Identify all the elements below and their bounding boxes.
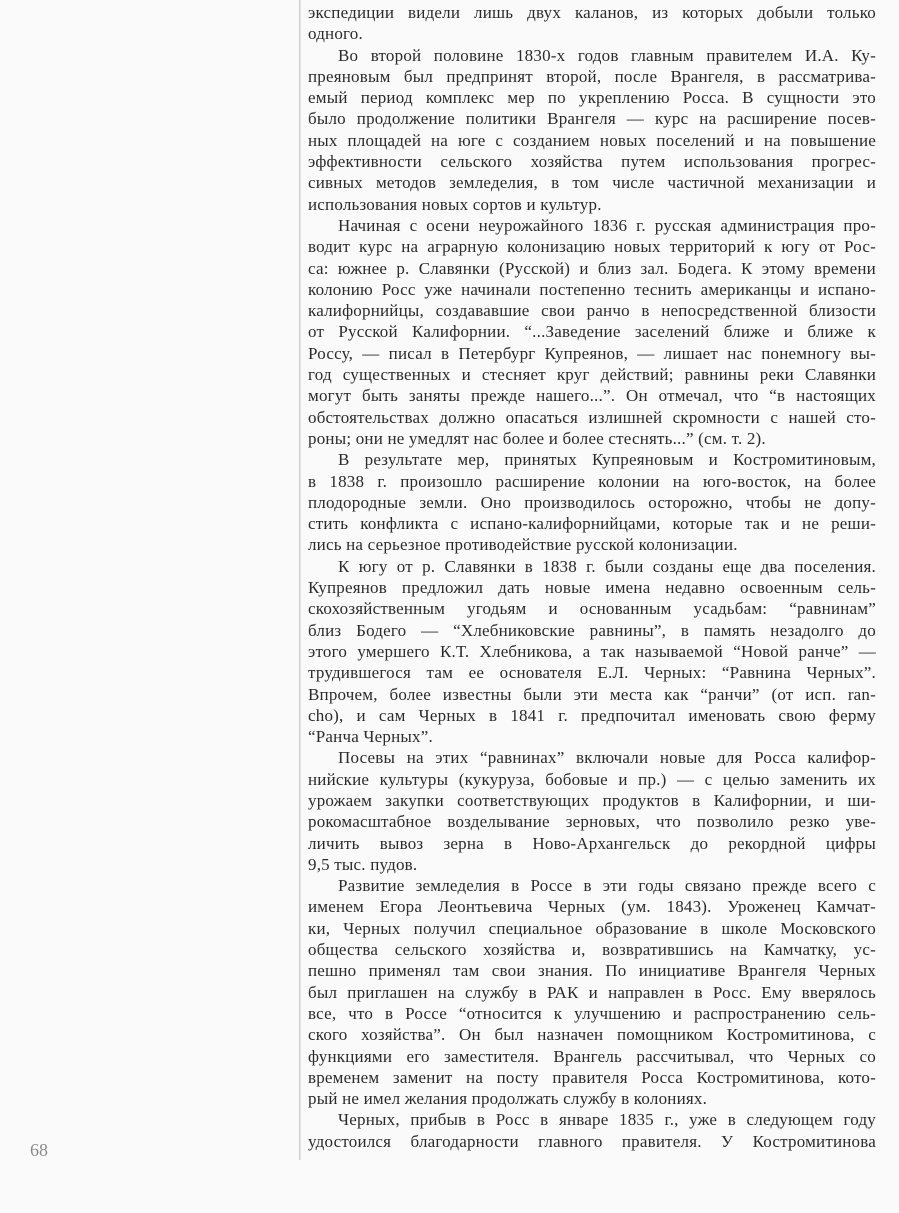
text-line: нийские культуры (кукуруза, бобовые и пр.) — с целью заменить их bbox=[308, 769, 876, 789]
text-line: в 1838 г. произошло расширение колонии на юго-восток, на более bbox=[308, 471, 876, 491]
text-line: В результате мер, принятых Купреяновым и Костромитиновым, bbox=[338, 450, 876, 470]
text-line: год существенных и стесняет круг действий; равнины реки Славянки bbox=[308, 365, 876, 385]
text-line: рокомасштабное возделывание зерновых, что позволило резко уве- bbox=[308, 812, 876, 832]
paragraph bbox=[308, 2, 876, 45]
text-line: стить конфликта с испано-калифорнийцами, которые так и не реши- bbox=[308, 514, 876, 534]
paragraph bbox=[308, 747, 876, 875]
text-line: Черных, прибыв в Росс в январе 1835 г., уже в следующем году bbox=[338, 1110, 876, 1130]
text-line: са: южнее р. Славянки (Русской) и близ зал. Бодега. К этому времени bbox=[308, 258, 876, 278]
text-line: К югу от р. Славянки в 1838 г. были созданы еще два поселения. bbox=[338, 556, 876, 576]
text-line: колонию Росс уже начинали постепенно теснить американцы и испано- bbox=[308, 279, 876, 299]
text-line: рый не имел желания продолжать службу в колониях. bbox=[308, 1089, 708, 1109]
paragraph bbox=[308, 45, 876, 215]
text-line: общества сельского хозяйства и, возвратившись на Камчатку, ус- bbox=[308, 940, 876, 960]
text-line: урожаем закупки соответствующих продуктов в Калифорнии, и ши- bbox=[308, 790, 876, 810]
text-line: этого умершего К.Т. Хлебникова, а так называемой “Новой ранче” — bbox=[308, 641, 876, 661]
text-line: функциями его заместителя. Врангель рассчитывал, что Черных со bbox=[308, 1046, 876, 1066]
text-line: плодородные земли. Оно производилось осторожно, чтобы не допу- bbox=[308, 492, 876, 512]
text-line: эффективности сельского хозяйства путем использования прогрес- bbox=[308, 152, 876, 172]
text-line: могут быть заняты прежде нашего...”. Он отмечал, что “в настоящих bbox=[308, 386, 876, 406]
text-line: ки, Черных получил специальное образование в школе Московского bbox=[308, 918, 876, 938]
text-line: преяновым был предпринят второй, после Врангеля, в рассматрива- bbox=[308, 66, 876, 86]
text-line: от Русской Калифорнии. “...Заведение заселений ближе и ближе к bbox=[308, 322, 876, 342]
text-line: был приглашен на службу в РАК и направлен в Росс. Ему вверялось bbox=[308, 982, 876, 1002]
text-line: Купреянов предложил дать новые имена недавно освоенным сель- bbox=[308, 578, 876, 598]
text-line: емый период комплекс мер по укреплению Росса. В сущности это bbox=[308, 88, 876, 108]
text-line: пешно применял там свои знания. По инициативе Врангеля Черных bbox=[308, 961, 876, 981]
text-line: 9,5 тыс. пудов. bbox=[308, 854, 418, 874]
text-line: Во второй половине 1830-х годов главным правителем И.А. Ку- bbox=[338, 45, 876, 65]
text-line: именем Егора Леонтьевича Черных (ум. 1843). Уроженец Камчат- bbox=[308, 897, 876, 917]
text-line: удостоился благодарности главного правителя. У Костромитинова bbox=[308, 1131, 876, 1151]
text-line: скохозяйственным угодьям и основанным усадьбам: “равнинам” bbox=[308, 599, 876, 619]
text-line: Россу, — писал в Петербург Купреянов, — лишает нас понемногу вы- bbox=[308, 343, 876, 363]
text-line: трудившегося там ее основателя Е.Л. Черных: “Равнина Черных”. bbox=[308, 663, 876, 683]
text-line: Начиная с осени неурожайного 1836 г. русская администрация про- bbox=[338, 215, 876, 235]
text-line: одного. bbox=[308, 24, 363, 44]
paragraph bbox=[308, 875, 876, 1109]
text-line: Впрочем, более известны были эти места как “ранчи” (от исп. ran- bbox=[308, 684, 876, 704]
text-line: сивных методов земледелия, в том числе частичной механизации и bbox=[308, 173, 876, 193]
paragraph bbox=[308, 1109, 876, 1152]
text-line: Развитие земледелия в Россе в эти годы связано прежде всего с bbox=[338, 876, 876, 896]
text-line: было продолжение политики Врангеля — курс на расширение посев- bbox=[308, 109, 876, 129]
page-gutter-shadow bbox=[299, 0, 301, 1160]
text-line: ных площадей на юге с созданием новых поселений и на повышение bbox=[308, 130, 876, 150]
body-text bbox=[308, 2, 876, 1152]
paragraph bbox=[308, 556, 876, 748]
text-line: временем заменит на посту правителя Росса Костромитинова, кото- bbox=[308, 1067, 876, 1087]
paragraph bbox=[308, 215, 876, 449]
text-line: калифорнийцы, создававшие свои ранчо в непосредственной близости bbox=[308, 301, 876, 321]
text-line: роны; они не умедлят нас более и более стеснять...” (см. т. 2). bbox=[308, 428, 766, 448]
text-line: близ Бодего — “Хлебниковские равнины”, в память незадолго до bbox=[308, 620, 876, 640]
text-line: водит курс на аграрную колонизацию новых территорий к югу от Рос- bbox=[308, 237, 876, 257]
text-line: ского хозяйства”. Он был назначен помощником Костромитинова, с bbox=[308, 1025, 876, 1045]
text-line: обстоятельствах должно опасаться излишней скромности с нашей сто- bbox=[308, 407, 876, 427]
text-line: “Ранча Черных”. bbox=[308, 727, 433, 747]
text-line: Посевы на этих “равнинах” включали новые для Росса калифор- bbox=[338, 748, 876, 768]
text-line: личить вывоз зерна в Ново-Архангельск до рекордной цифры bbox=[308, 833, 876, 853]
text-line: экспедиции видели лишь двух каланов, из которых добыли только bbox=[308, 3, 876, 22]
text-line: лись на серьезное противодействие русской колонизации. bbox=[308, 535, 738, 555]
paragraph bbox=[308, 449, 876, 555]
text-line: cho), и сам Черных в 1841 г. предпочитал именовать свою ферму bbox=[308, 705, 876, 725]
text-line: использования новых сортов и культур. bbox=[308, 194, 602, 214]
text-line: все, что в Россе “относится к улучшению и распространению сель- bbox=[308, 1003, 876, 1023]
page-number: 68 bbox=[30, 1140, 48, 1160]
